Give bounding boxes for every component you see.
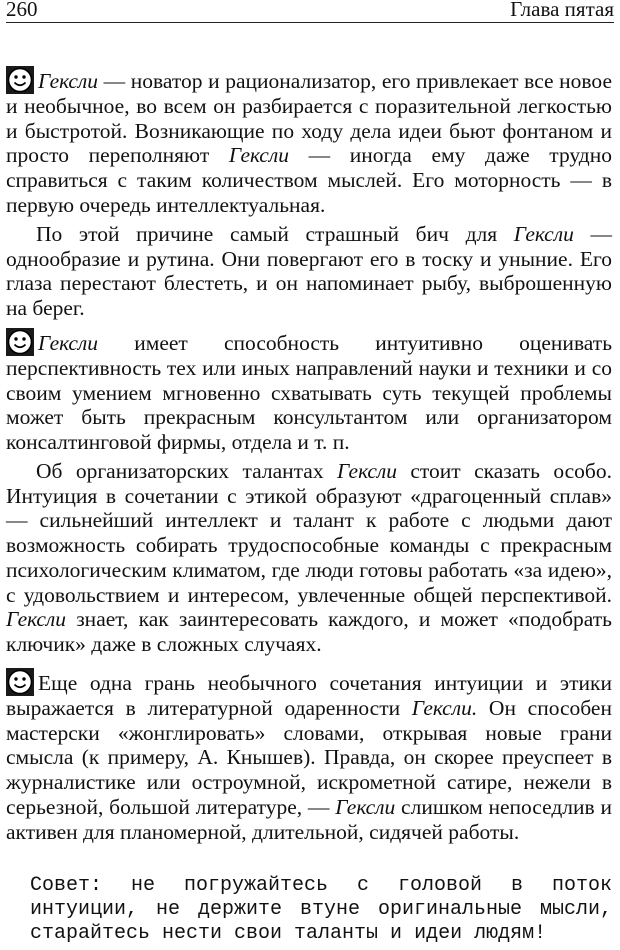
text-run: — однообразие и рутина. Они повергают его в тоску и уныние. Его глаза перестают блестеть, и он напоминает рыбу, выброшенную на берег. [6,222,612,321]
name-italic: Гексли. [411,696,478,720]
running-header [6,0,614,23]
text-run: имеет способность интуитивно оценивать перспективность тех или иных направлений науки и техники и со своим умением мгновенно схватывать суть текущей проблемы может быть прекрасным консультантом или организатором консалтинговой фирмы, отдела и т. п. [6,331,612,455]
name-italic: Гексли [38,69,99,93]
paragraph-3 [6,328,612,455]
smiley-icon [6,66,34,94]
name-italic: Гексли [38,331,99,355]
paragraph-5 [6,668,612,844]
paragraph-1 [6,66,612,218]
smiley-icon [6,328,34,356]
advice-note: Совет: не погружайтесь с головой в поток интуиции, не держите втуне оригинальные мысли, старайтесь нести свои таланты и идеи людям! [30,874,612,945]
name-italic: Гексли [513,222,574,246]
chapter-title: Глава пятая [510,0,614,21]
text-run: — иногда ему даже трудно справиться с таким количеством мыслей. Его моторность — в первую очередь интеллектуальная. [6,143,613,217]
text-run: Еще одна грань необычного сочетания интуиции и этики выражается в литературной одаренности [6,671,612,720]
text-run: — новатор и рационализатор, его привлекает все новое и необычное, во всем он разбирается с поразительной легкостью и быстротой. Возникающие по ходу дела идеи бьют фонтаном и просто переполняют [6,69,612,168]
name-italic: Гексли [336,459,397,483]
text-run: Он способен мастерски «жонглировать» словами, открывая новые грани смысла (к примеру, А. Кнышев). Правда, он скорее преуспеет в журналистике или остроумной, искрометной сатире, нежели в серьезной, большой литературе, — [6,696,612,819]
text-run: Об организаторских талантах [36,459,337,483]
name-italic: Гексли [228,143,289,168]
text-run: стоит сказать особо. Интуиция в сочетании с этикой образуют «драгоценный сплав» — сильнейший интеллект и талант к работе с людьми дают возможность собирать трудоспособные команды с прекрасным психологическим климатом, где люди готовы работать «за идею», с удовольствием и интересом, увлеченные общей перспективой. [6,459,612,607]
name-italic: Гексли [6,607,67,632]
name-italic: Гексли [335,794,396,819]
smiley-icon [6,668,34,696]
text-run: слишком непоседлив и активен для планомерной, длительной, сидячей работы. [6,794,612,844]
paragraph-2 [6,222,612,321]
page-number: 260 [6,0,38,21]
paragraph-4 [6,459,612,657]
text-run: знает, как заинтересовать каждого, и может «подобрать ключик» даже в сложных случаях. [6,607,612,656]
text-run: По этой причине самый страшный бич для [36,222,514,246]
